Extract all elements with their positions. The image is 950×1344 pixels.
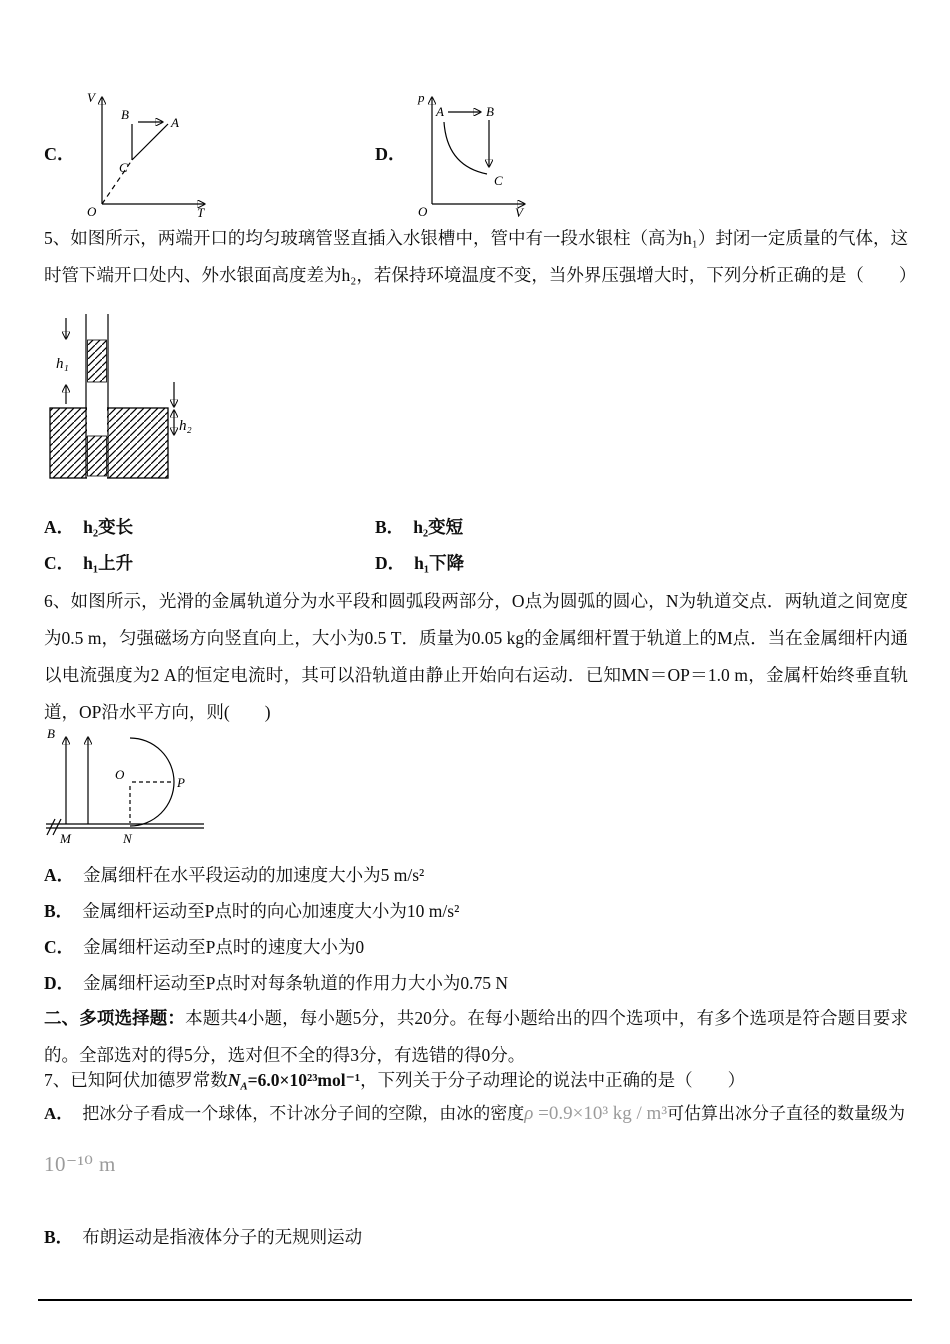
q5-option-c-letter: C． (44, 553, 75, 573)
q7-option-b-text: 布朗运动是指液体分子的无规则运动 (82, 1227, 363, 1247)
option-c-label: C． (44, 144, 75, 164)
q7-option-b-letter: B． (44, 1227, 74, 1247)
point-b-label: B (486, 104, 494, 119)
rho-symbol: ρ (524, 1103, 534, 1124)
origin-label: O (418, 204, 428, 219)
q7-option-a-text1: 把冰分子看成一个球体，不计冰分子间的空隙，由冰的密度 (82, 1104, 525, 1123)
b-field-label: B (47, 726, 55, 741)
ice-density-formula (524, 1103, 667, 1124)
pv-graph-option-d (412, 86, 532, 220)
magnetic-track-figure (44, 724, 209, 849)
q5-option-a-text: h₂变长 (83, 517, 134, 537)
section-2-title: 二、多项选择题： (44, 1008, 186, 1028)
q5-option-d (375, 548, 464, 578)
q6-option-d-letter: D． (44, 973, 75, 993)
y-axis-label: V (87, 90, 95, 105)
q5-option-c (44, 548, 133, 578)
mercury-inside-tube (88, 436, 107, 476)
page-footer-rule (38, 1299, 912, 1301)
q5-option-a-letter: A． (44, 517, 75, 537)
point-m-label: M (60, 831, 71, 846)
center-o-label: O (115, 767, 125, 782)
question-5-text: 5、如图所示，两端开口的均匀玻璃管竖直插入水银槽中，管中有一段水银柱（高为h₁）封闭一定质量的气体，这时管下端开口处内、外水银面高度差为h₂，若保持环境温度不变，当外界压强增大时，下列分析正确的是（ ） (44, 228, 917, 285)
mercury-trough (50, 408, 168, 478)
q6-option-d (44, 968, 508, 998)
q5-option-a (44, 512, 133, 542)
density-value: =0.9×10³ kg / m³ (533, 1103, 668, 1124)
point-n-label: N (123, 831, 132, 846)
h2-label: h₂ (179, 418, 192, 434)
line-ca (132, 124, 168, 160)
y-axis-label: p (418, 90, 425, 105)
q7-text-rest: ，下列关于分子动理论的说法中正确的是（ ） (360, 1070, 746, 1090)
q6-option-c-letter: C． (44, 937, 75, 957)
curve-a-to-c (444, 122, 487, 174)
point-a-label: A (436, 104, 444, 119)
q6-option-a-letter: A． (44, 865, 75, 885)
q5-option-d-letter: D． (375, 553, 406, 573)
x-axis-label: V (515, 205, 523, 220)
point-b-label: B (121, 107, 129, 122)
section-2-rules: 本题共4小题，每小题5分，共20分。在每小题给出的四个选项中，有多个选项是符合题目要求的。全部选对的得5分，选对但不全的得3分，有选错的得0分。 (44, 1008, 908, 1065)
q7-option-a (44, 1094, 905, 1134)
question-6-text: 6、如图所示，光滑的金属轨道分为水平段和圆弧段两部分，O点为圆弧的圆心，N为轨道交点．两轨道之间宽度为0.5 m，匀强磁场方向竖直向上，大小为0.5 T．质量为0.05 kg的金属细杆置于轨道上的M点．当在金属细杆内通以电流强度为2 A的恒定电流时，其可以沿轨道由静止开始向右运动．已知MN＝OP＝1.0 m，金属杆始终垂直轨道，OP沿水平方向，则( ) (44, 591, 908, 722)
q6-option-c (44, 932, 364, 962)
q6-option-b-text: 金属细杆运动至P点时的向心加速度大小为10 m/s² (82, 901, 460, 921)
avogadro-value: =6.0×10²³mol⁻¹ (247, 1070, 361, 1090)
mercury-column-h1 (88, 340, 107, 382)
q7-option-b (44, 1222, 362, 1252)
origin-label: O (87, 204, 97, 219)
vt-graph-option-c (78, 86, 213, 220)
q5-option-d-text: h₁下降 (414, 553, 465, 573)
q5-option-b (375, 512, 463, 542)
point-c-label: C (119, 160, 128, 175)
q7-option-a-letter: A． (44, 1104, 74, 1123)
point-a-label: A (171, 115, 179, 130)
diameter-order-of-magnitude: 10⁻¹⁰ m (44, 1152, 116, 1176)
q6-option-b-letter: B． (44, 901, 74, 921)
q5-option-b-letter: B． (375, 517, 405, 537)
q7-text-pre: 7、已知阿伏加德罗常数 (44, 1070, 228, 1090)
q7-option-a-text2: 可估算出冰分子直径的数量级为 (667, 1104, 906, 1123)
q6-option-d-text: 金属细杆运动至P点时对每条轨道的作用力大小为0.75 N (83, 973, 509, 993)
q5-option-c-text: h₁上升 (83, 553, 134, 573)
option-d-label: D． (375, 144, 406, 164)
q6-option-c-text: 金属细杆运动至P点时的速度大小为0 (83, 937, 365, 957)
h1-label: h₁ (56, 356, 69, 372)
avogadro-symbol: N (227, 1070, 241, 1090)
point-c-label: C (494, 173, 503, 188)
q6-option-a (44, 860, 424, 890)
q6-option-b (44, 896, 459, 926)
x-axis-label: T (197, 205, 205, 220)
q5-option-b-text: h₂变短 (413, 517, 464, 537)
point-p-label: P (177, 775, 185, 790)
q6-option-a-text: 金属细杆在水平段运动的加速度大小为5 m/s² (83, 865, 425, 885)
avogadro-symbol-subscript: A (240, 1080, 248, 1093)
mercury-tube-figure (46, 310, 201, 505)
